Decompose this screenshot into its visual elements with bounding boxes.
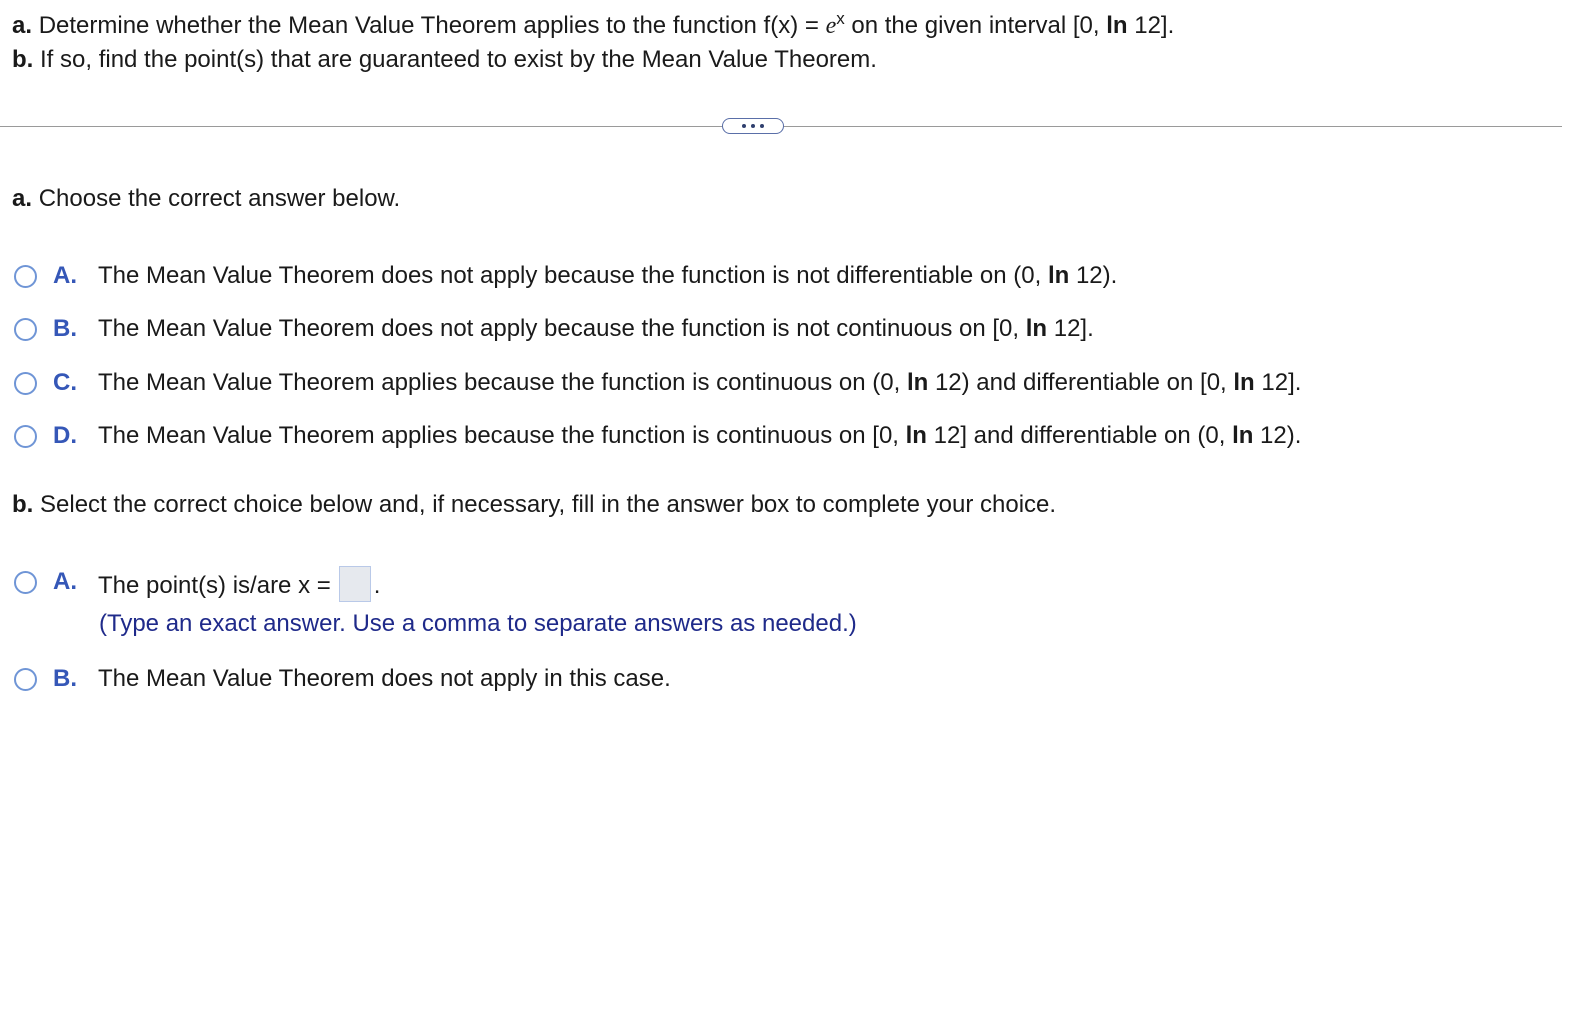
question-a-label: a. bbox=[12, 12, 33, 39]
question-a-text-before: Determine whether the Mean Value Theorem applies to the function f(x) = bbox=[38, 12, 826, 39]
radio-button[interactable] bbox=[14, 318, 37, 341]
part-a-option-d[interactable] bbox=[14, 420, 1301, 452]
option-letter: A. bbox=[53, 568, 77, 595]
radio-button[interactable] bbox=[14, 668, 37, 691]
question-stem bbox=[12, 10, 1174, 76]
option-text bbox=[98, 262, 1117, 290]
question-a-text-mid: on the given interval [0, bbox=[844, 12, 1107, 39]
part-a-option-b[interactable] bbox=[14, 313, 1094, 345]
option-text-part: 12). bbox=[1069, 262, 1118, 289]
part-a-option-a[interactable] bbox=[14, 260, 1117, 292]
option-ln: ln bbox=[1047, 262, 1070, 289]
part-a-prompt bbox=[12, 183, 400, 215]
question-b-text: If so, find the point(s) that are guaranteed to exist by the Mean Value Theorem. bbox=[40, 46, 877, 73]
option-text-part: The Mean Value Theorem does not apply because the function is not continuous on [0, bbox=[98, 315, 1026, 342]
radio-button[interactable] bbox=[14, 571, 37, 594]
part-a-label: a. bbox=[12, 185, 33, 212]
option-text-part: 12). bbox=[1253, 422, 1302, 449]
option-ln: ln bbox=[905, 422, 927, 449]
part-b-option-a[interactable] bbox=[14, 567, 380, 605]
part-a-prompt-text: Choose the correct answer below. bbox=[38, 185, 401, 212]
ellipsis-dot-icon bbox=[751, 124, 755, 128]
ellipsis-dot-icon bbox=[760, 124, 764, 128]
function-base: e bbox=[825, 13, 837, 39]
more-options-button[interactable] bbox=[722, 118, 784, 134]
option-text bbox=[98, 422, 1301, 450]
option-text-part: 12]. bbox=[1047, 315, 1094, 342]
option-text: The Mean Value Theorem does not apply in this case. bbox=[98, 665, 671, 692]
option-text bbox=[98, 315, 1094, 343]
option-ln: ln bbox=[1233, 369, 1255, 396]
option-ln: ln bbox=[1025, 315, 1048, 342]
answer-input[interactable] bbox=[339, 566, 371, 602]
option-text-part: 12) and differentiable on [0, bbox=[928, 369, 1234, 396]
radio-button[interactable] bbox=[14, 425, 37, 448]
part-b-option-b[interactable] bbox=[14, 663, 671, 695]
option-text-part: 12]. bbox=[1254, 369, 1302, 396]
option-text-part: The Mean Value Theorem applies because the function is continuous on (0, bbox=[98, 369, 907, 396]
question-part-b bbox=[12, 44, 1174, 76]
part-a-option-c[interactable] bbox=[14, 367, 1301, 399]
ellipsis-dot-icon bbox=[742, 124, 746, 128]
option-ln: ln bbox=[906, 369, 929, 396]
question-b-label: b. bbox=[12, 46, 34, 73]
option-ln: ln bbox=[1232, 422, 1254, 449]
option-letter: A. bbox=[53, 262, 77, 289]
answer-hint: (Type an exact answer. Use a comma to separate answers as needed.) bbox=[99, 610, 857, 637]
option-text-part: The Mean Value Theorem does not apply because the function is not differentiable on (0, bbox=[98, 262, 1048, 289]
question-part-a bbox=[12, 10, 1174, 44]
part-b-label: b. bbox=[12, 491, 34, 518]
option-text-period: . bbox=[373, 572, 381, 599]
option-text bbox=[98, 369, 1301, 397]
part-b-prompt-text: Select the correct choice below and, if necessary, fill in the answer box to complete your choice. bbox=[40, 491, 1057, 518]
option-letter: D. bbox=[53, 422, 77, 449]
radio-button[interactable] bbox=[14, 265, 37, 288]
option-letter: C. bbox=[53, 369, 77, 396]
question-a-ln: ln bbox=[1106, 12, 1128, 39]
radio-button[interactable] bbox=[14, 372, 37, 395]
option-text-part: 12] and differentiable on (0, bbox=[926, 422, 1233, 449]
option-letter: B. bbox=[53, 315, 77, 342]
function-exponent: x bbox=[836, 9, 845, 28]
option-letter: B. bbox=[53, 665, 77, 692]
part-b-prompt bbox=[12, 489, 1056, 521]
question-a-text-after: 12]. bbox=[1127, 12, 1175, 39]
option-text: The point(s) is/are x = bbox=[98, 572, 331, 599]
option-text-part: The Mean Value Theorem applies because the function is continuous on [0, bbox=[98, 422, 906, 449]
